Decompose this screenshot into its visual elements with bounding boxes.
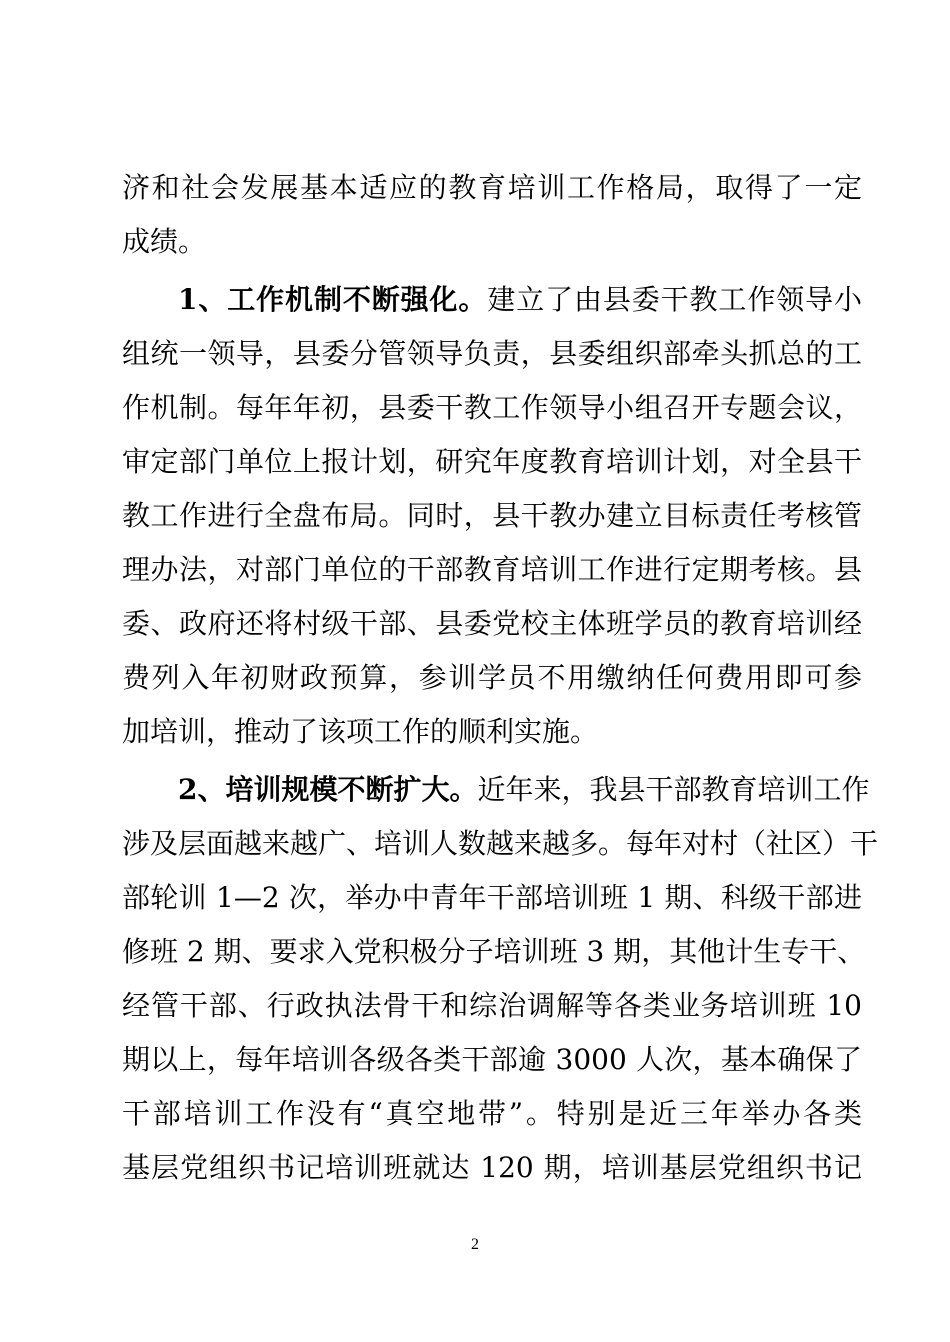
text-line: 部轮训 1—2 次，举办中青年干部培训班 1 期、科级干部进 xyxy=(122,881,862,914)
text-line: 费列入年初财政预算，参训学员不用缴纳任何费用即可参 xyxy=(122,661,862,694)
text-line: 加培训，推动了该项工作的顺利实施。 xyxy=(122,715,599,748)
paragraph-2-first-line-text: 近年来，我县干部教育培训工作 xyxy=(477,773,870,806)
text-line: 审定部门单位上报计划，研究年度教育培训计划，对全县干 xyxy=(122,445,862,478)
text-line: 教工作进行全盘布局。同时，县干教办建立目标责任考核管 xyxy=(122,499,862,532)
paragraph-2-heading: 2、培训规模不断扩大。 xyxy=(178,773,478,806)
text-line: 涉及层面越来越广、培训人数越来越多。每年对村（社区）干 xyxy=(122,827,879,860)
text-line: 组统一领导，县委分管领导负责，县委组织部牵头抓总的工 xyxy=(122,337,862,370)
text-line: 基层党组织书记培训班就达 120 期，培训基层党组织书记 xyxy=(122,1151,862,1184)
paragraph-2-first-line xyxy=(178,760,870,820)
text-line: 作机制。每年年初，县委干教工作领导小组召开专题会议， xyxy=(122,391,862,424)
text-line: 期以上，每年培训各级各类干部逾 3000 人次，基本确保了 xyxy=(122,1043,862,1076)
text-line: 经管干部、行政执法骨干和综治调解等各类业务培训班 10 xyxy=(122,989,862,1022)
text-line: 成绩。 xyxy=(122,225,207,258)
text-line: 干部培训工作没有“真空地带”。特别是近三年举办各类 xyxy=(122,1097,862,1130)
text-line: 委、政府还将村级干部、县委党校主体班学员的教育培训经 xyxy=(122,607,862,640)
page-number: 2 xyxy=(471,1236,479,1253)
paragraph-1-first-line-text: 建立了由县委干教工作领导小 xyxy=(487,283,862,316)
text-line: 理办法，对部门单位的干部教育培训工作进行定期考核。县 xyxy=(122,553,862,586)
paragraph-1-first-line xyxy=(178,270,862,330)
text-line: 济和社会发展基本适应的教育培训工作格局，取得了一定 xyxy=(122,171,862,204)
paragraph-1-heading: 1、工作机制不断强化。 xyxy=(178,283,488,316)
text-line: 修班 2 期、要求入党积极分子培训班 3 期，其他计生专干、 xyxy=(122,935,866,968)
